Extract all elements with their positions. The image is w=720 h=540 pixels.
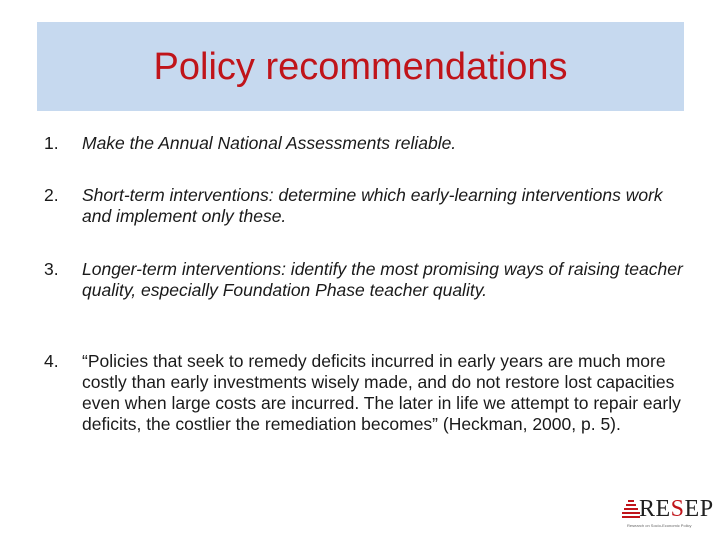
logo-tagline: Research on Socio-Economic Policy	[627, 523, 692, 528]
item-number: 4.	[44, 351, 59, 371]
list-item	[44, 351, 684, 435]
item-text: Make the Annual National Assessments reliable.	[82, 133, 457, 153]
logo-wordmark: RESEP	[639, 496, 714, 522]
item-text: Short-term interventions: determine which early-learning interventions work and implement only these.	[82, 185, 663, 226]
item-text: Longer-term interventions: identify the most promising ways of raising teacher quality, especially Foundation Phase teacher quality.	[82, 259, 683, 300]
title-band	[37, 22, 684, 111]
list-item	[44, 259, 684, 301]
item-text: “Policies that seek to remedy deficits incurred in early years are much more costly than early investments wisely made, and do not restore lost capacities even when large costs are incurred. The later in life we attempt to repair early deficits, the costlier the remediation becomes” (Heckman, 2000, p. 5).	[82, 351, 681, 434]
list-item	[44, 133, 684, 154]
item-number: 3.	[44, 259, 59, 279]
list-item	[44, 185, 684, 227]
item-number: 1.	[44, 133, 59, 153]
slide-title: Policy recommendations	[153, 46, 568, 88]
item-number: 2.	[44, 185, 59, 205]
bar-chart-icon	[622, 498, 640, 520]
resep-logo	[622, 496, 712, 530]
